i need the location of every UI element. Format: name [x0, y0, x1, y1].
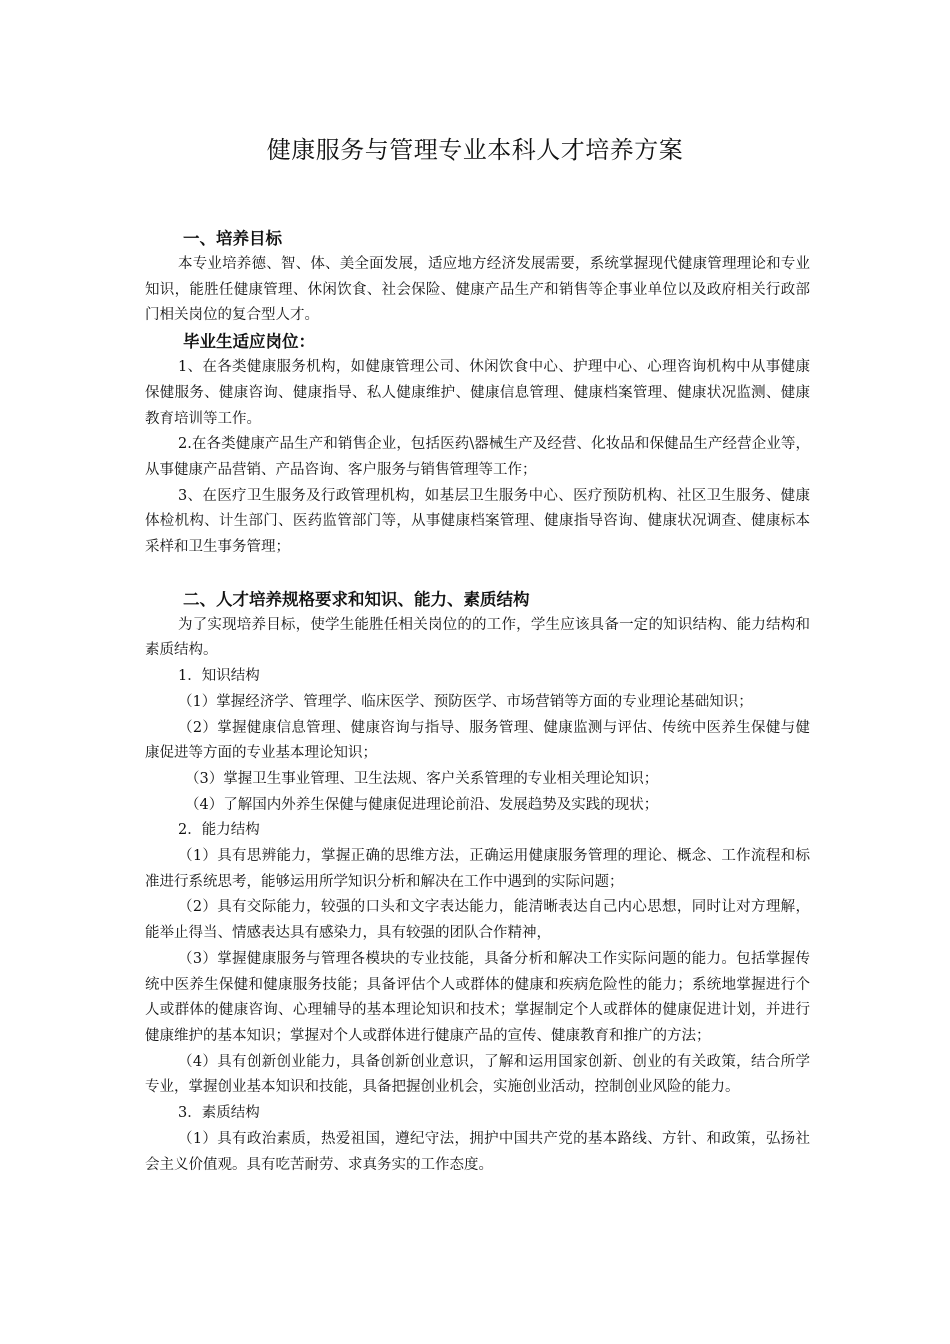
section-1-intro: 本专业培养德、智、体、美全面发展，适应地方经济发展需要，系统掌握现代健康管理理论和专业知识，能胜任健康管理、休闲饮食、社会保险、健康产品生产和销售等企事业单位以及政府相关行政部门相关岗位的复合型人才。 — [145, 256, 810, 324]
ability-item-2: （2）具有交际能力，较强的口头和文字表达能力，能清晰表达自己内心思想，同时让对方理解，能举止得当、情感表达具有感染力，具有较强的团队合作精神， — [145, 899, 810, 942]
section-1-heading: 一、培养目标 — [183, 229, 282, 248]
document-body — [145, 226, 810, 1178]
knowledge-item-1: （1）掌握经济学、管理学、临床医学、预防医学、市场营销等方面的专业理论基础知识； — [178, 693, 753, 710]
job-item-3: 3、在医疗卫生服务及行政管理机构，如基层卫生服务中心、医疗预防机构、社区卫生服务、健康体检机构、计生部门、医药监管部门等，从事健康档案管理、健康指导咨询、健康状况调查、健康标本采样和卫生事务管理； — [145, 487, 810, 556]
section-2-heading: 二、人才培养规格要求和知识、能力、素质结构 — [183, 589, 530, 609]
ability-item-1: （1）具有思辨能力，掌握正确的思维方法，正确运用健康服务管理的理论、概念、工作流程和标准进行系统思考，能够运用所学知识分析和解决在工作中遇到的实际问题； — [145, 848, 810, 890]
job-item-1: 1、在各类健康服务机构，如健康管理公司、休闲饮食中心、护理中心、心理咨询机构中从事健康保健服务、健康咨询、健康指导、私人健康维护、健康信息管理、健康档案管理、健康状况监测、健康教育培训等工作。 — [145, 359, 810, 427]
jobs-heading: 毕业生适应岗位： — [183, 332, 315, 352]
knowledge-heading: 1．知识结构 — [178, 668, 260, 685]
knowledge-item-4: （4）了解国内外养生保健与健康促进理论前沿、发展趋势及实践的现状； — [185, 796, 659, 813]
ability-item-4: （4）具有创新创业能力，具备创新创业意识，了解和运用国家创新、创业的有关政策，结合所学专业，掌握创业基本知识和技能，具备把握创业机会，实施创业活动，控制创业风险的能力。 — [145, 1053, 810, 1096]
quality-heading: 3．素质结构 — [178, 1105, 260, 1122]
section-spacer — [145, 561, 810, 587]
document-title: 健康服务与管理专业本科人才培养方案 — [266, 136, 684, 164]
ability-item-3: （3）掌握健康服务与管理各模块的专业技能，具备分析和解决工作实际问题的能力。包括掌握传统中医养生保健和健康服务技能；具备评估个人或群体的健康和疾病危险性的能力；系统地掌握进行个人或群体的健康咨询、心理辅导的基本理论知识和技术；掌握制定个人或群体的健康促进计划，并进行健康维护的基本知识；掌握对个人或群体进行健康产品的宣传、健康教育和推广的方法； — [145, 950, 810, 1044]
job-item-2: 2.在各类健康产品生产和销售企业，包括医药\器械生产及经营、化妆品和保健品生产经营企业等，从事健康产品营销、产品咨询、客户服务与销售管理等工作； — [145, 436, 810, 478]
knowledge-item-2: （2）掌握健康信息管理、健康咨询与指导、服务管理、健康监测与评估、传统中医养生保健与健康促进等方面的专业基本理论知识； — [145, 719, 810, 762]
ability-heading: 2．能力结构 — [178, 822, 260, 839]
quality-item-1: （1）具有政治素质，热爱祖国，遵纪守法，拥护中国共产党的基本路线、方针、和政策，弘扬社会主义价值观。具有吃苦耐劳、求真务实的工作态度。 — [145, 1130, 810, 1173]
knowledge-item-3: （3）掌握卫生事业管理、卫生法规、客户关系管理的专业相关理论知识； — [185, 770, 659, 787]
section-2-intro: 为了实现培养目标，使学生能胜任相关岗位的的工作，学生应该具备一定的知识结构、能力结构和素质结构。 — [145, 616, 810, 659]
